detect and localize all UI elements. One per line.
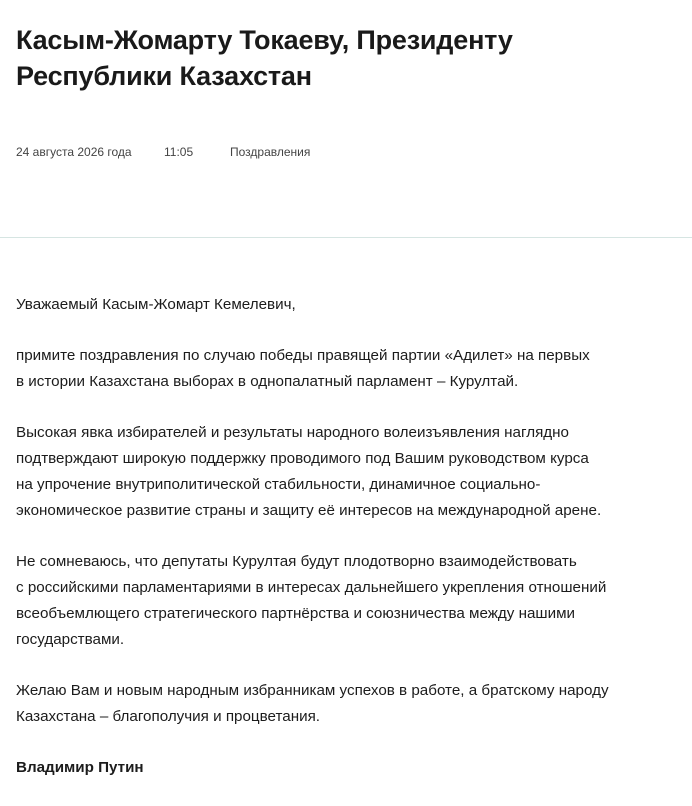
text-line: всеобъемлющего стратегического партнёрства и союзничества между нашими (16, 605, 576, 622)
paragraph-turnout (16, 420, 676, 524)
letter-signature: Владимир Путин (16, 759, 144, 776)
paragraph-wishes (16, 678, 676, 730)
text-line: с российскими парламентариями в интересах дальнейшего укрепления отношений (16, 579, 607, 596)
text-line: государствами. (16, 631, 125, 648)
paragraph-congratulations (16, 343, 676, 395)
text-line: экономическое развитие страны и защиту её интересов на международной арене. (16, 502, 602, 519)
publish-time: 11:05 (164, 145, 194, 159)
paragraph-cooperation (16, 549, 676, 653)
text-line: на упрочение внутриполитической стабильности, динамичное социально- (16, 476, 541, 493)
header-divider (0, 237, 692, 238)
text-line: Не сомневаюсь, что депутаты Курултая будут плодотворно взаимодействовать (16, 553, 577, 570)
letter-greeting: Уважаемый Касым-Жомарт Кемелевич, (16, 296, 296, 313)
text-line: в истории Казахстана выборах в однопалатный парламент – Курултай. (16, 373, 519, 390)
category-link[interactable]: Поздравления (230, 145, 311, 159)
text-line: Желаю Вам и новым народным избранникам успехов в работе, а братскому народу (16, 682, 609, 699)
letter-body (16, 292, 676, 806)
text-line: подтверждают широкую поддержку проводимого под Вашим руководством курса (16, 450, 589, 467)
article-meta (16, 145, 310, 159)
text-line: примите поздравления по случаю победы правящей партии «Адилет» на первых (16, 347, 590, 364)
publish-date: 24 августа 2026 года (16, 145, 132, 159)
text-line: Казахстана – благополучия и процветания. (16, 708, 321, 725)
page-title: Касым-Жомарту Токаеву, Президенту Республики Казахстан (16, 25, 513, 91)
text-line: Высокая явка избирателей и результаты народного волеизъявления наглядно (16, 424, 569, 441)
